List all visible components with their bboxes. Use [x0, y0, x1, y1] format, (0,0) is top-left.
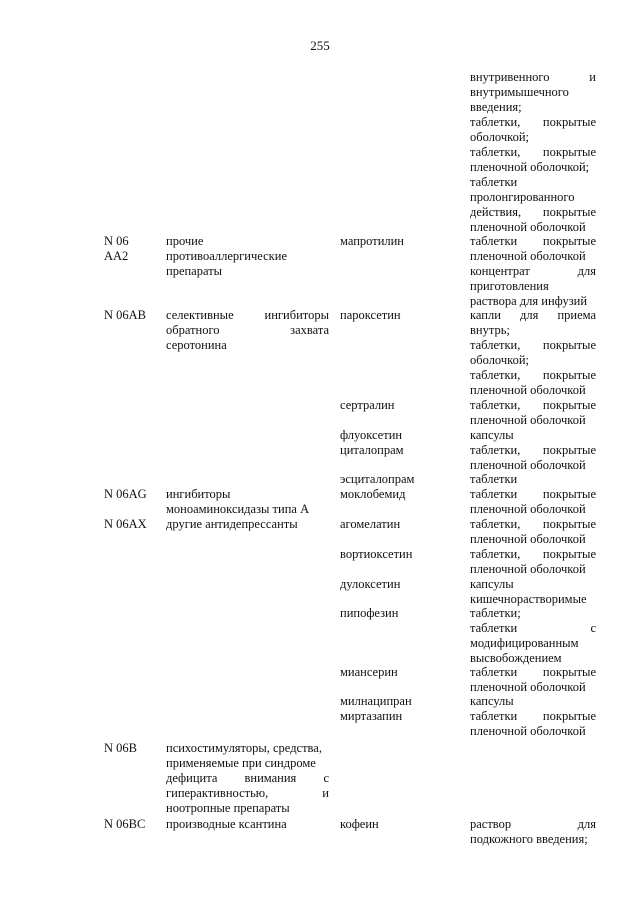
dosage-form-line: оболочкой;: [470, 353, 529, 367]
pharmacological-group: [166, 234, 329, 279]
dosage-form-line: пленочной оболочкой: [470, 724, 586, 738]
group-line: ингибиторы: [166, 487, 231, 501]
drug-name: эсциталопрам: [340, 472, 415, 486]
dosage-forms: [470, 606, 596, 666]
dosage-form-line: раствор для: [470, 817, 596, 831]
group-line: селективные ингибиторы: [166, 308, 329, 322]
dosage-form-line: таблетки, покрытые: [470, 338, 596, 352]
group-line: прочие: [166, 234, 204, 248]
pharmacological-group: [166, 487, 329, 517]
dosage-form-line: подкожного введения;: [470, 832, 588, 846]
dosage-forms: [470, 547, 596, 577]
drug-name: мапротилин: [340, 234, 405, 248]
dosage-form-line: капли для приема: [470, 308, 596, 322]
dosage-form-line: пленочной оболочкой: [470, 502, 586, 516]
dosage-form-line: таблетки, покрытые: [470, 398, 596, 412]
atc-code: N 06BC: [104, 817, 146, 831]
group-line: серотонина: [166, 338, 227, 352]
pharmacological-group: [166, 817, 329, 832]
dosage-form-line: таблетки: [470, 472, 518, 486]
dosage-form-line: таблетки: [470, 175, 518, 189]
dosage-forms: [470, 487, 596, 517]
dosage-form-line: пленочной оболочкой: [470, 680, 586, 694]
dosage-form-line: капсулы: [470, 577, 514, 591]
dosage-form-line: модифицированным: [470, 636, 579, 650]
group-line: производные ксантина: [166, 817, 287, 831]
dosage-form-line: таблетки;: [470, 606, 521, 620]
dosage-form-line: таблетки покрытые: [470, 665, 596, 679]
dosage-forms: [470, 709, 596, 739]
dosage-form-line: пленочной оболочкой;: [470, 160, 590, 174]
dosage-form-line: капсулы: [470, 428, 514, 442]
dosage-form-line: пленочной оболочкой: [470, 220, 586, 234]
dosage-form-line: концентрат для: [470, 264, 596, 278]
dosage-forms: [470, 694, 596, 709]
dosage-form-line: высвобождением: [470, 651, 562, 665]
drug-name: циталопрам: [340, 443, 404, 457]
page-number: 255: [310, 38, 330, 53]
dosage-form-line: таблетки покрытые: [470, 487, 596, 501]
group-line: ноотропные препараты: [166, 801, 290, 815]
group-line: психостимуляторы, средства,: [166, 741, 322, 755]
drug-name: милнаципран: [340, 694, 412, 708]
dosage-form-line: оболочкой;: [470, 130, 529, 144]
group-line: гиперактивностью, и: [166, 786, 329, 800]
dosage-form-line: капсулы: [470, 694, 514, 708]
dosage-form-line: пленочной оболочкой: [470, 413, 586, 427]
group-line: применяемые при синдроме: [166, 756, 316, 770]
dosage-form-line: внутрь;: [470, 323, 510, 337]
drug-name: кофеин: [340, 817, 379, 831]
group-line: дефицита внимания с: [166, 771, 329, 785]
group-line: моноаминоксидазы типа А: [166, 502, 310, 516]
drug-name: агомелатин: [340, 517, 401, 531]
dosage-form-line: таблетки покрытые: [470, 709, 596, 723]
dosage-form-line: таблетки, покрытые: [470, 443, 596, 457]
dosage-forms: [470, 472, 596, 487]
dosage-form-line: таблетки покрытые: [470, 234, 596, 248]
drug-name: пипофезин: [340, 606, 399, 620]
dosage-form-line: таблетки, покрытые: [470, 115, 596, 129]
dosage-form-line: пролонгированного: [470, 190, 575, 204]
atc-code: N 06AB: [104, 308, 147, 322]
dosage-forms: [470, 234, 596, 309]
dosage-form-line: кишечнорастворимые: [470, 592, 587, 606]
drug-name: сертралин: [340, 398, 395, 412]
dosage-forms: [470, 398, 596, 428]
dosage-form-line: таблетки, покрытые: [470, 517, 596, 531]
dosage-form-line: таблетки, покрытые: [470, 368, 596, 382]
dosage-forms: [470, 577, 596, 607]
dosage-form-line: пленочной оболочкой: [470, 249, 586, 263]
dosage-forms: [470, 428, 596, 443]
dosage-form-line: таблетки, покрытые: [470, 145, 596, 159]
drug-name: миртазапин: [340, 709, 403, 723]
group-line: другие антидепрессанты: [166, 517, 298, 531]
atc-code: N 06AX: [104, 517, 147, 531]
atc-code: N 06B: [104, 741, 137, 755]
dosage-form-line: введения;: [470, 100, 522, 114]
dosage-forms: [470, 70, 596, 235]
dosage-form-line: пленочной оболочкой: [470, 383, 586, 397]
dosage-forms: [470, 665, 596, 695]
drug-name: пароксетин: [340, 308, 401, 322]
drug-name: флуоксетин: [340, 428, 403, 442]
dosage-forms: [470, 308, 596, 398]
drug-name: вортиоксетин: [340, 547, 413, 561]
dosage-form-line: таблетки с: [470, 621, 596, 635]
dosage-form-line: приготовления: [470, 279, 549, 293]
group-line: препараты: [166, 264, 223, 278]
dosage-forms: [470, 817, 596, 847]
dosage-form-line: действия, покрытые: [470, 205, 596, 219]
pharmacological-group: [166, 517, 329, 532]
pharmacological-group: [166, 741, 329, 816]
drug-name: дулоксетин: [340, 577, 401, 591]
atc-code: N 06AG: [104, 487, 147, 501]
dosage-form-line: пленочной оболочкой: [470, 458, 586, 472]
drug-name: миансерин: [340, 665, 398, 679]
group-line: противоаллергические: [166, 249, 287, 263]
dosage-form-line: пленочной оболочкой: [470, 562, 586, 576]
dosage-form-line: пленочной оболочкой: [470, 532, 586, 546]
group-line: обратного захвата: [166, 323, 329, 337]
dosage-forms: [470, 443, 596, 473]
atc-code: N 06 AA2: [104, 234, 129, 263]
dosage-form-line: внутривенного и: [470, 70, 596, 84]
drug-name: моклобемид: [340, 487, 406, 501]
dosage-form-line: внутримышечного: [470, 85, 569, 99]
dosage-forms: [470, 517, 596, 547]
pharmacological-group: [166, 308, 329, 353]
dosage-form-line: таблетки, покрытые: [470, 547, 596, 561]
dosage-form-line: раствора для инфузий: [470, 294, 588, 308]
